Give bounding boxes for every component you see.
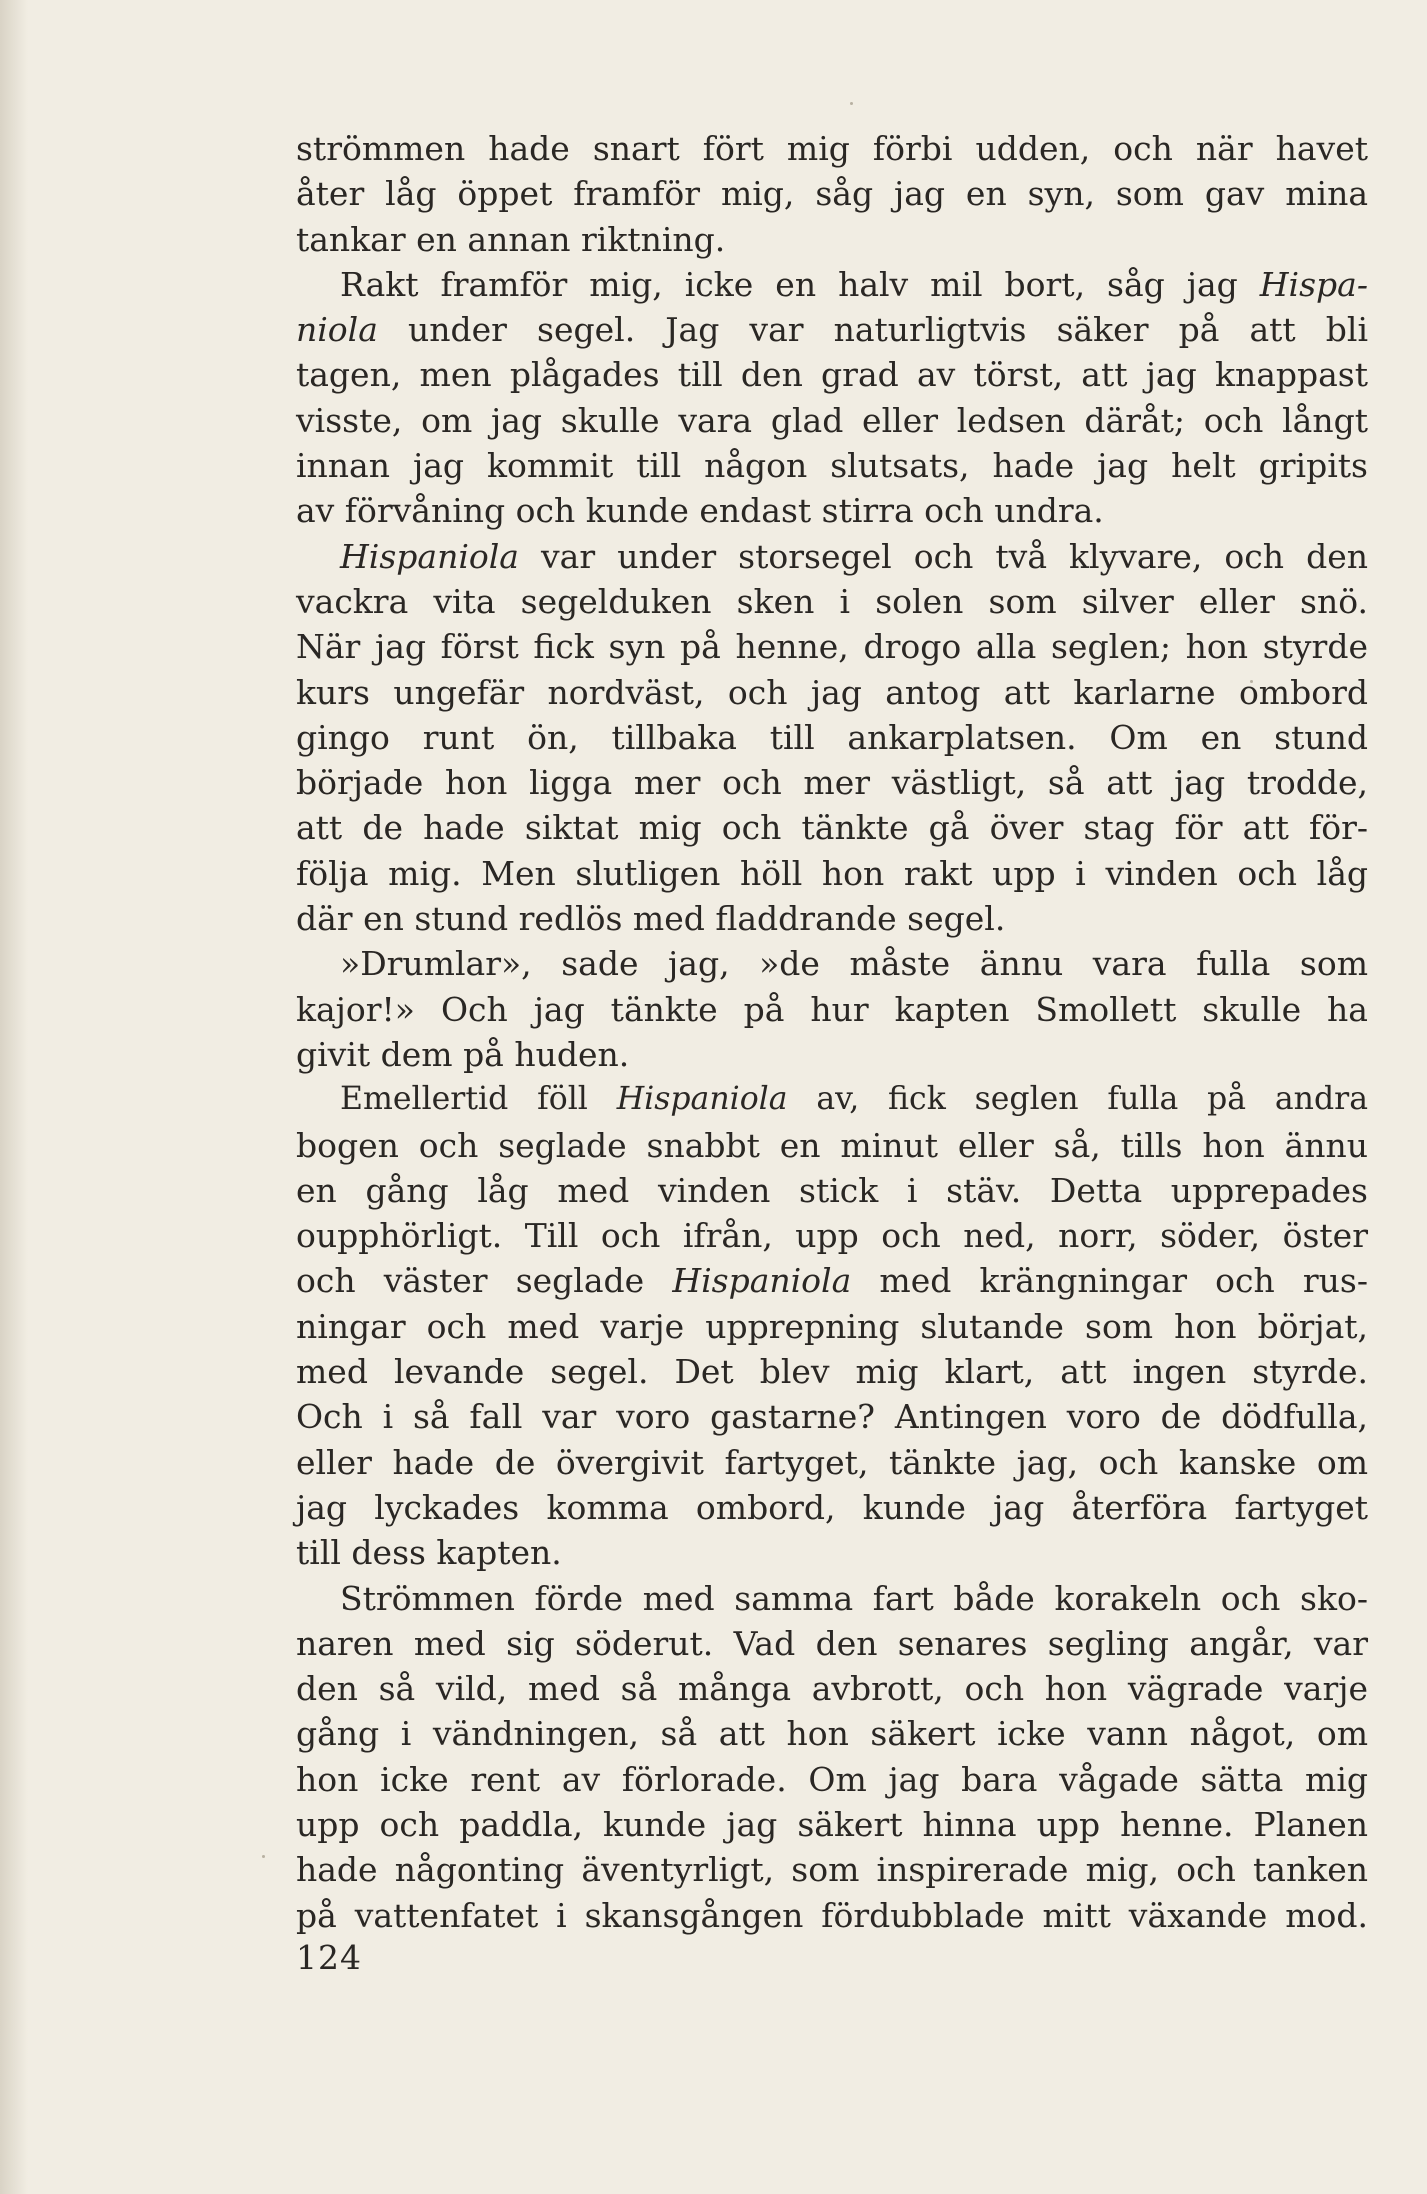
text-line [296,1757,1368,1802]
text-segment: under segel. Jag var naturligtvis säker på att bli [377,310,1368,350]
text-segment: hon icke rent av förlorade. Om jag bara vågade sätta mig [296,1759,1368,1799]
text-line [296,1711,1368,1756]
text-segment: där en stund redlös med fladdrande segel. [296,899,1006,939]
text-segment: eller hade de övergivit fartyget, tänkte jag, och kanske om [296,1442,1368,1482]
text-segment: Emellertid föll [340,1081,617,1118]
text-line [296,1621,1368,1666]
text-segment: av, fick seglen fulla på andra [787,1081,1368,1118]
text-line [296,307,1368,352]
text-line [296,443,1368,488]
text-segment: upp och paddla, kunde jag säkert hinna upp henne. Planen [296,1804,1368,1844]
text-line [296,1485,1368,1530]
text-segment: jag lyckades komma ombord, kunde jag återföra fartyget [296,1487,1368,1527]
text-line [296,262,1368,307]
text-segment: »Drumlar», sade jag, »de måste ännu vara fulla som [340,944,1368,984]
italic-text: Hispaniola [340,536,519,576]
text-line [296,1213,1368,1258]
text-line [296,1802,1368,1847]
text-line [296,941,1368,986]
text-line [296,579,1368,624]
text-line [296,1666,1368,1711]
text-line [296,1394,1368,1439]
text-segment: var under storsegel och två klyvare, och den [518,536,1368,576]
text-segment: Rakt framför mig, icke en halv mil bort, såg jag [340,264,1260,304]
text-line [296,534,1368,579]
page-number: 124 [296,1938,362,1977]
text-segment: med levande segel. Det blev mig klart, att ingen styrde. [296,1352,1368,1392]
text-segment: När jag först fick syn på henne, drogo alla seglen; hon styrde [296,627,1368,667]
text-line [296,670,1368,715]
text-segment: med krängningar och rus- [851,1261,1368,1301]
text-segment: oupphörligt. Till och ifrån, upp och ned, norr, söder, öster [296,1216,1368,1256]
text-segment: åter låg öppet framför mig, såg jag en syn, som gav mina [296,174,1368,214]
text-segment: strömmen hade snart fört mig förbi udden, och när havet [296,129,1368,168]
page-edge-shadow [0,0,28,2194]
text-segment: bogen och seglade snabbt en minut eller så, tills hon ännu [296,1125,1368,1165]
text-line [296,217,1368,262]
body-text [296,126,1368,1938]
text-segment: vackra vita segelduken sken i solen som silver eller snö. [296,581,1368,621]
text-segment: gingo runt ön, tillbaka till ankarplatsen. Om en stund [296,717,1368,757]
text-line [296,1258,1368,1303]
text-segment: tagen, men plågades till den grad av törst, att jag knappast [296,355,1368,395]
text-line [296,1440,1368,1485]
text-line [296,805,1368,850]
text-segment: innan jag kommit till någon slutsats, hade jag helt gripits [296,446,1368,486]
text-line [296,1530,1368,1575]
text-segment: givit dem på huden. [296,1034,630,1074]
text-segment: att de hade siktat mig och tänkte gå över stag för att för- [296,808,1368,848]
italic-text: niola [296,310,378,350]
text-segment: ningar och med varje upprepning slutande som hon börjat, [296,1306,1368,1346]
text-segment: och väster seglade [296,1261,673,1301]
text-line [296,987,1368,1032]
text-line [296,1349,1368,1394]
text-line [296,624,1368,669]
text-segment: visste, om jag skulle vara glad eller ledsen däråt; och långt [296,400,1368,440]
text-line [296,398,1368,443]
text-segment: tankar en annan riktning. [296,219,726,259]
text-segment: gång i vändningen, så att hon säkert icke vann något, om [296,1714,1368,1754]
text-segment: började hon ligga mer och mer västligt, så att jag trodde, [296,763,1368,803]
italic-text: Hispaniola [672,1261,852,1301]
text-segment: av förvåning och kunde endast stirra och undra. [296,491,1104,531]
text-segment: naren med sig söderut. Vad den senares segling angår, var [296,1623,1368,1663]
text-line [296,715,1368,760]
text-line [296,851,1368,896]
text-segment: Strömmen förde med samma fart både korakeln och sko- [340,1578,1368,1618]
text-line [296,760,1368,805]
text-line [296,1123,1368,1168]
text-segment: följa mig. Men slutligen höll hon rakt upp i vinden och låg [296,853,1368,893]
text-line [296,1304,1368,1349]
text-line [296,896,1368,941]
paper-speck [850,102,853,105]
text-segment: kajor!» Och jag tänkte på hur kapten Smollett skulle ha [296,989,1368,1029]
text-line [296,1077,1368,1122]
text-segment: kurs ungefär nordväst, och jag antog att karlarne ombord [296,672,1368,712]
text-line [296,488,1368,533]
paper-speck [262,1855,265,1858]
text-line [296,1847,1368,1892]
italic-text: Hispaniola [616,1081,788,1118]
text-segment: den så vild, med så många avbrott, och hon vägrade varje [296,1669,1368,1709]
text-segment: hade någonting äventyrligt, som inspirerade mig, och tanken [296,1850,1368,1890]
text-line [296,1576,1368,1621]
text-line [296,126,1368,171]
text-line [296,1032,1368,1077]
text-line [296,1168,1368,1213]
text-segment: Och i så fall var voro gastarne? Antingen voro de dödfulla, [296,1397,1368,1437]
text-line [296,1893,1368,1938]
text-line [296,171,1368,216]
text-segment: på vattenfatet i skansgången fördubblade mitt växande mod. [296,1895,1368,1935]
text-segment: en gång låg med vinden stick i stäv. Detta upprepades [296,1170,1368,1210]
text-line [296,352,1368,397]
italic-text: Hispa- [1259,264,1368,304]
text-segment: till dess kapten. [296,1533,562,1573]
